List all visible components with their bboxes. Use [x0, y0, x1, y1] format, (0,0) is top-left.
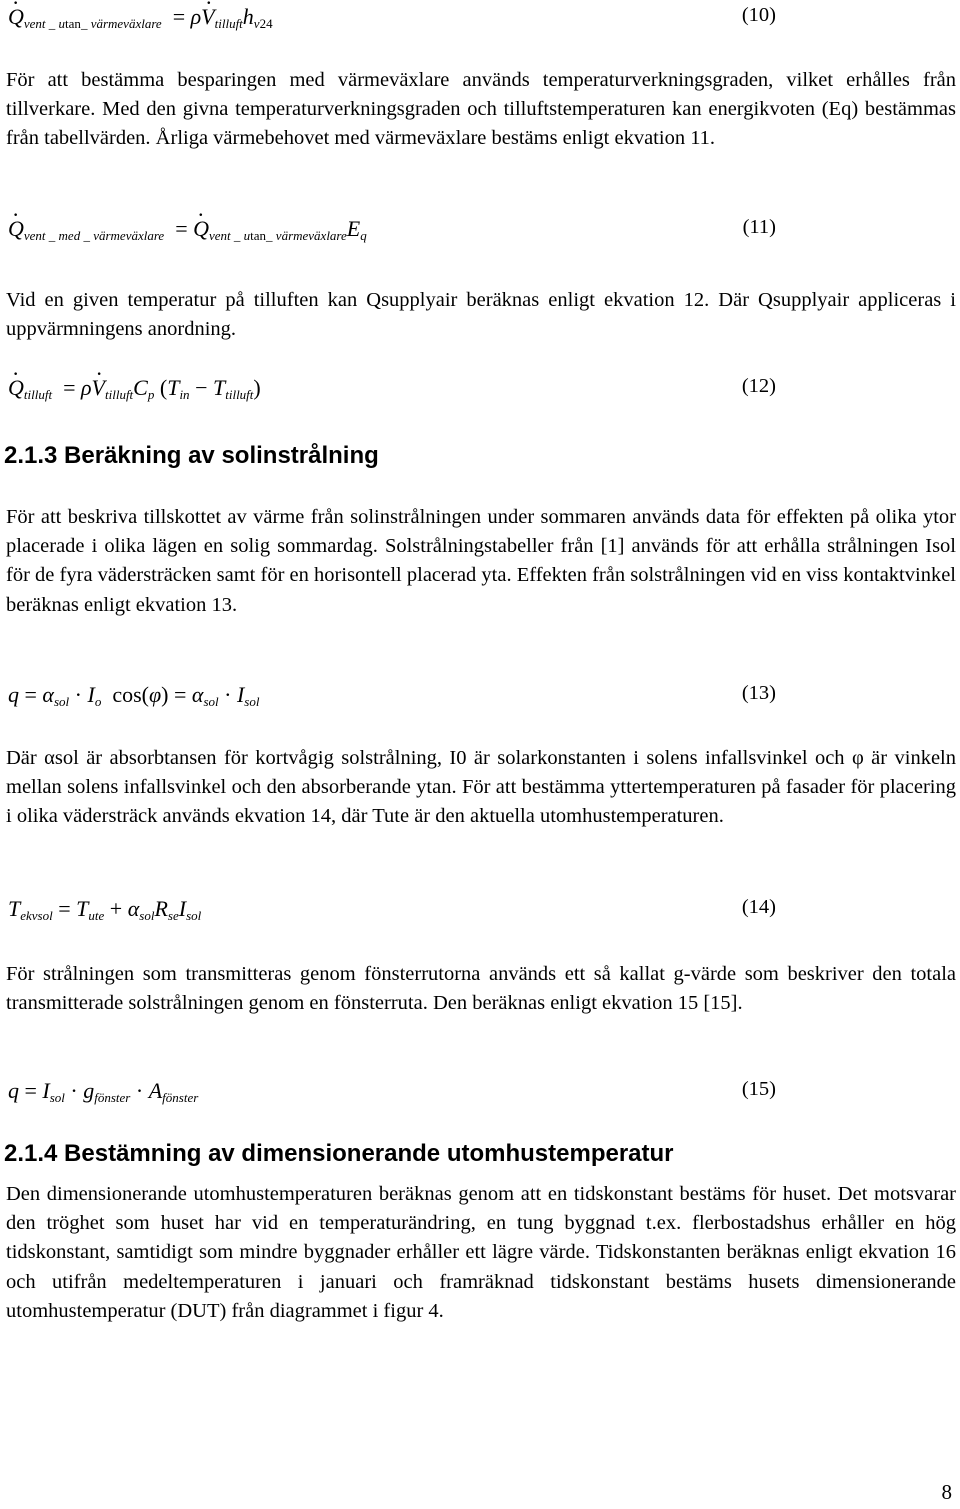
- page-number: 8: [941, 1480, 952, 1504]
- equation-14: Tekvsol = Tute + αsolRseIsol (14): [8, 896, 776, 923]
- equation-13: q = αsol · Io cos(φ) = αsol · Isol (13): [8, 682, 776, 709]
- paragraph-absorptance: Där αsol är absorbtansen för kortvågig solstrålning, I0 är solarkonstanten i solens infallsvinkel och φ är vinkeln mellan solens infallsvinkel och den absorberande ytan. För att bestämma yttertemperaturen på fasader för placering i olika vädersträck används ekvation 14, där Tute är den aktuella utomhustemperaturen.: [6, 747, 956, 828]
- equation-12: · Qtilluft = ρ· VtilluftCp (Tin − Ttilluft) (12): [8, 375, 868, 409]
- equation-number: (10): [741, 4, 776, 26]
- equation-10: · Qvent _ utan_ värmeväxlare = ρ· Vtillufthv24 (10): [8, 4, 868, 38]
- equation-number: (15): [741, 1078, 776, 1100]
- section-heading-solar-radiation: 2.1.3 Beräkning av solinstrålning: [4, 442, 379, 469]
- paragraph-design-temperature: Den dimensionerande utomhustemperaturen beräknas genom att en tidskonstant bestäms för huset. Det motsvarar den tröghet som huset har vid en temperaturändring, en tung byggnad t.ex. flerbostadshus erhåller en hög tidskonstant, samtidigt som mindre byggnader erhåller ett lägre värde. Tidskonstanten beräknas enligt ekvation 16 och utifrån medeltemperaturen i januari och framräknad tidskonstant bestäms husets dimensionerande utomhustemperatur (DUT) från diagrammet i figur 4.: [6, 1183, 956, 1322]
- equation-number: (14): [741, 896, 776, 918]
- section-heading-design-temperature: 2.1.4 Bestämning av dimensionerande utomhustemperatur: [4, 1140, 674, 1167]
- equation-number: (13): [741, 682, 776, 704]
- paragraph-energy-ratio: För att bestämma besparingen med värmeväxlare används temperaturverkningsgraden, vilket erhålles från tillverkare. Med den givna temperaturverkningsgraden och tilluftstemperaturen kan energikvoten (Eq) bestämmas från tabellvärden. Årliga värmebehovet med värmeväxlare bestäms enligt ekvation 11.: [6, 69, 956, 150]
- paragraph-supply-air: Vid en given temperatur på tilluften kan Qsupplyair beräknas enligt ekvation 12. Där Qsupplyair appliceras i uppvärmningens anordning.: [6, 289, 956, 341]
- paragraph-solar-radiation: För att beskriva tillskottet av värme från solinstrålningen under sommaren används data för effekten på olika ytor placerade i olika lägen en solig sommardag. Solstrålningstabeller från [1] används för att erhålla strålningen Isol för de fyra vädersträcken samt för en horisontell placerad yta. Effekten från solstrålningen vid en viss kontaktvinkel beräknas enligt ekvation 13.: [6, 506, 956, 616]
- equation-number: (11): [742, 216, 776, 238]
- equation-11: · Qvent _ med _ värmeväxlare = · Qvent _ utan_ värmeväxlareEq (11): [8, 216, 868, 250]
- equation-15: q = Isol · gfönster · Afönster (15): [8, 1078, 776, 1105]
- paragraph-g-value: För strålningen som transmitteras genom fönsterrutorna används ett så kallat g-värde som beskriver den totala transmitterade solstrålningen genom en fönsterruta. Den beräknas enligt ekvation 15 [15].: [6, 963, 956, 1015]
- equation-number: (12): [741, 375, 776, 397]
